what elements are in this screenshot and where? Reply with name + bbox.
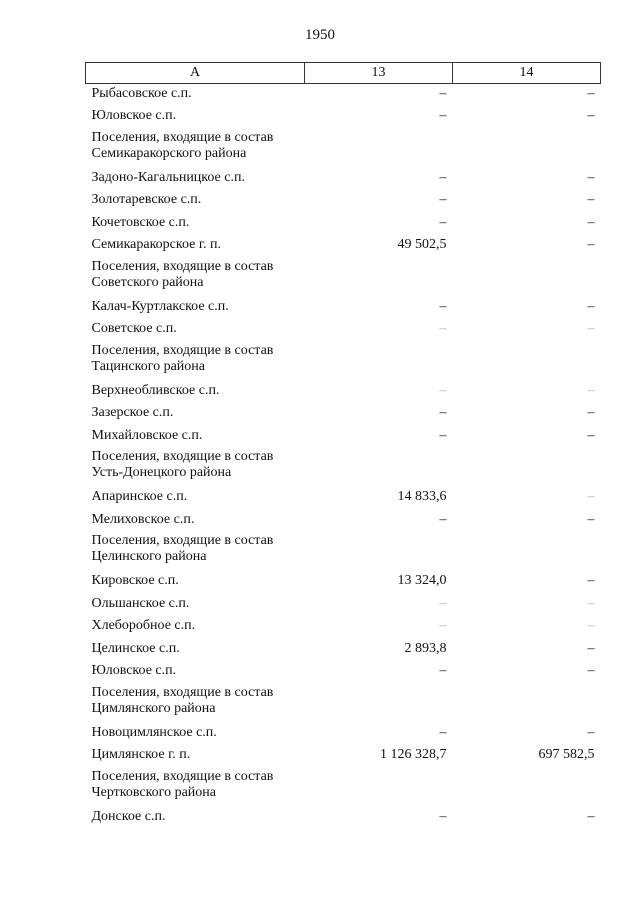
column-14-cell: –: [587, 808, 595, 824]
column-13-cell: [305, 258, 453, 297]
column-13-cell: [305, 342, 453, 381]
column-13-cell: –: [439, 427, 447, 443]
row-name-line: Апаринское с.п.: [91, 489, 188, 504]
row-name-line: Целинское с.п.: [91, 640, 180, 656]
section-header-row: [86, 768, 601, 807]
table-row: [86, 84, 601, 107]
table-row: [86, 616, 601, 639]
table-row: [86, 639, 601, 662]
row-name-cell: [86, 84, 305, 107]
row-name-cell: [86, 129, 305, 168]
row-name-line: Кировское с.п.: [91, 573, 179, 588]
column-13-cell: [305, 684, 453, 723]
row-name-line: Цимлянское г. п.: [91, 747, 191, 762]
table-row: [86, 403, 601, 426]
row-name-line: Юловское с.п.: [91, 663, 177, 678]
row-name-line: Калач-Куртлакское с.п.: [91, 298, 229, 314]
row-name-line: Советского района: [91, 274, 204, 290]
row-name-cell: [86, 510, 305, 533]
column-13-cell: –: [439, 724, 447, 740]
row-name-cell: [86, 532, 305, 571]
row-name-line: Семикаракорского района: [91, 145, 247, 161]
row-name-cell: [86, 190, 305, 213]
row-name-line: Советское с.п.: [91, 321, 177, 336]
row-name-cell: [86, 426, 305, 449]
column-header-14: 14: [453, 63, 601, 84]
column-13-cell: –: [439, 405, 447, 420]
table-row: [86, 807, 601, 830]
row-name-cell: [86, 594, 305, 617]
row-name-cell: [86, 639, 305, 662]
section-header-row: [86, 532, 601, 571]
row-name-line: Поселения, входящие в состав: [91, 768, 274, 784]
row-name-line: Цимлянского района: [91, 700, 216, 716]
column-13-cell: –: [439, 192, 447, 207]
row-name-cell: [86, 297, 305, 320]
row-name-line: Зазерское с.п.: [91, 405, 174, 420]
table-row: [86, 235, 601, 258]
column-13-cell: [305, 448, 453, 487]
row-name-cell: [86, 487, 305, 510]
row-name-cell: [86, 807, 305, 830]
row-name-line: Рыбасовское с.п.: [91, 86, 192, 101]
row-name-line: Кочетовское с.п.: [91, 214, 190, 230]
column-14-cell: –: [587, 169, 595, 185]
data-table: [85, 62, 601, 829]
row-name-line: Михайловское с.п.: [91, 427, 203, 443]
table-row: [86, 319, 601, 342]
row-name-line: Юловское с.п.: [91, 108, 177, 123]
column-13-cell: –: [439, 108, 447, 123]
row-name-line: Хлеборобное с.п.: [91, 618, 196, 633]
table-row: [86, 510, 601, 533]
table-row: [86, 426, 601, 449]
column-13-cell: 13 324,0: [397, 573, 447, 588]
row-name-cell: [86, 235, 305, 258]
column-14-cell: –: [587, 405, 595, 420]
column-13-cell: –: [439, 214, 447, 230]
column-13-cell: [305, 129, 453, 168]
row-name-cell: [86, 319, 305, 342]
column-14-cell: –: [587, 427, 595, 443]
column-14-cell: 697 582,5: [538, 747, 595, 762]
row-name-cell: [86, 571, 305, 594]
row-name-cell: [86, 213, 305, 236]
column-header-13: 13: [305, 63, 453, 84]
row-name-cell: [86, 616, 305, 639]
row-name-line: Семикаракорское г. п.: [91, 237, 222, 252]
section-header-row: [86, 129, 601, 168]
column-14-cell: –: [587, 595, 595, 611]
column-13-cell: –: [439, 511, 447, 527]
row-name-cell: [86, 106, 305, 129]
table-row: [86, 661, 601, 684]
column-14-cell: –: [587, 108, 595, 123]
column-13-cell: [305, 768, 453, 807]
column-13-cell: –: [439, 321, 447, 336]
column-13-cell: –: [439, 618, 447, 633]
column-14-cell: –: [587, 237, 595, 252]
section-header-row: [86, 258, 601, 297]
row-name-cell: [86, 723, 305, 746]
column-14-cell: –: [587, 298, 595, 314]
row-name-line: Задоно-Кагальницкое с.п.: [91, 169, 245, 185]
section-header-row: [86, 342, 601, 381]
row-name-line: Мелиховское с.п.: [91, 511, 195, 527]
column-13-cell: –: [439, 298, 447, 314]
page-number: 1950: [305, 27, 335, 43]
row-name-cell: [86, 342, 305, 381]
table-row: [86, 594, 601, 617]
table-row: [86, 745, 601, 768]
column-14-cell: –: [587, 724, 595, 740]
row-name-line: Золотаревское с.п.: [91, 192, 202, 207]
row-name-line: Поселения, входящие в состав: [91, 684, 274, 700]
table-row: [86, 168, 601, 191]
column-13-cell: –: [439, 86, 447, 101]
column-14-cell: –: [587, 214, 595, 230]
row-name-line: Тацинского района: [91, 358, 206, 374]
column-14-cell: –: [587, 663, 595, 678]
column-14-cell: [453, 258, 601, 297]
row-name-line: Поселения, входящие в состав: [91, 129, 274, 145]
column-14-cell: –: [587, 640, 595, 656]
row-name-line: Ольшанское с.п.: [91, 595, 190, 611]
row-name-cell: [86, 403, 305, 426]
table-body: [86, 84, 601, 830]
column-14-cell: [453, 129, 601, 168]
row-name-cell: [86, 745, 305, 768]
section-header-row: [86, 684, 601, 723]
column-14-cell: [453, 532, 601, 571]
column-14-cell: –: [587, 86, 595, 101]
column-13-cell: 1 126 328,7: [380, 747, 447, 762]
row-name-cell: [86, 661, 305, 684]
row-name-line: Донское с.п.: [91, 808, 166, 824]
section-header-row: [86, 448, 601, 487]
row-name-cell: [86, 768, 305, 807]
row-name-line: Чертковского района: [91, 784, 216, 800]
row-name-line: Поселения, входящие в состав: [91, 342, 274, 358]
table-row: [86, 571, 601, 594]
column-13-cell: –: [439, 595, 447, 611]
column-14-cell: –: [587, 382, 595, 398]
table-row: [86, 723, 601, 746]
column-13-cell: –: [439, 169, 447, 185]
table-row: [86, 190, 601, 213]
table-row: [86, 297, 601, 320]
table-row: [86, 106, 601, 129]
column-14-cell: [453, 684, 601, 723]
table-row: [86, 381, 601, 404]
column-13-cell: –: [439, 808, 447, 824]
column-13-cell: –: [439, 663, 447, 678]
column-13-cell: –: [439, 382, 447, 398]
table-row: [86, 487, 601, 510]
row-name-cell: [86, 258, 305, 297]
row-name-line: Поселения, входящие в состав: [91, 533, 274, 548]
column-header-a: А: [86, 63, 305, 84]
column-14-cell: [453, 768, 601, 807]
row-name-line: Новоцимлянское с.п.: [91, 724, 217, 740]
column-14-cell: –: [587, 511, 595, 527]
row-name-cell: [86, 448, 305, 487]
column-13-cell: 49 502,5: [397, 237, 447, 252]
column-13-cell: 14 833,6: [397, 489, 447, 504]
row-name-cell: [86, 381, 305, 404]
column-13-cell: 2 893,8: [404, 640, 447, 656]
column-14-cell: [453, 448, 601, 487]
table-header-row: [86, 63, 601, 84]
column-14-cell: –: [587, 321, 595, 336]
row-name-line: Усть-Донецкого района: [91, 465, 232, 480]
row-name-line: Целинского района: [91, 549, 207, 564]
column-14-cell: –: [587, 618, 595, 633]
column-14-cell: –: [587, 192, 595, 207]
row-name-line: Поселения, входящие в состав: [91, 258, 274, 274]
column-13-cell: [305, 532, 453, 571]
column-14-cell: –: [587, 573, 595, 588]
row-name-line: Поселения, входящие в состав: [91, 449, 274, 464]
column-14-cell: –: [587, 489, 595, 504]
row-name-line: Верхнеобливское с.п.: [91, 382, 220, 398]
column-14-cell: [453, 342, 601, 381]
table-row: [86, 213, 601, 236]
row-name-cell: [86, 168, 305, 191]
row-name-cell: [86, 684, 305, 723]
